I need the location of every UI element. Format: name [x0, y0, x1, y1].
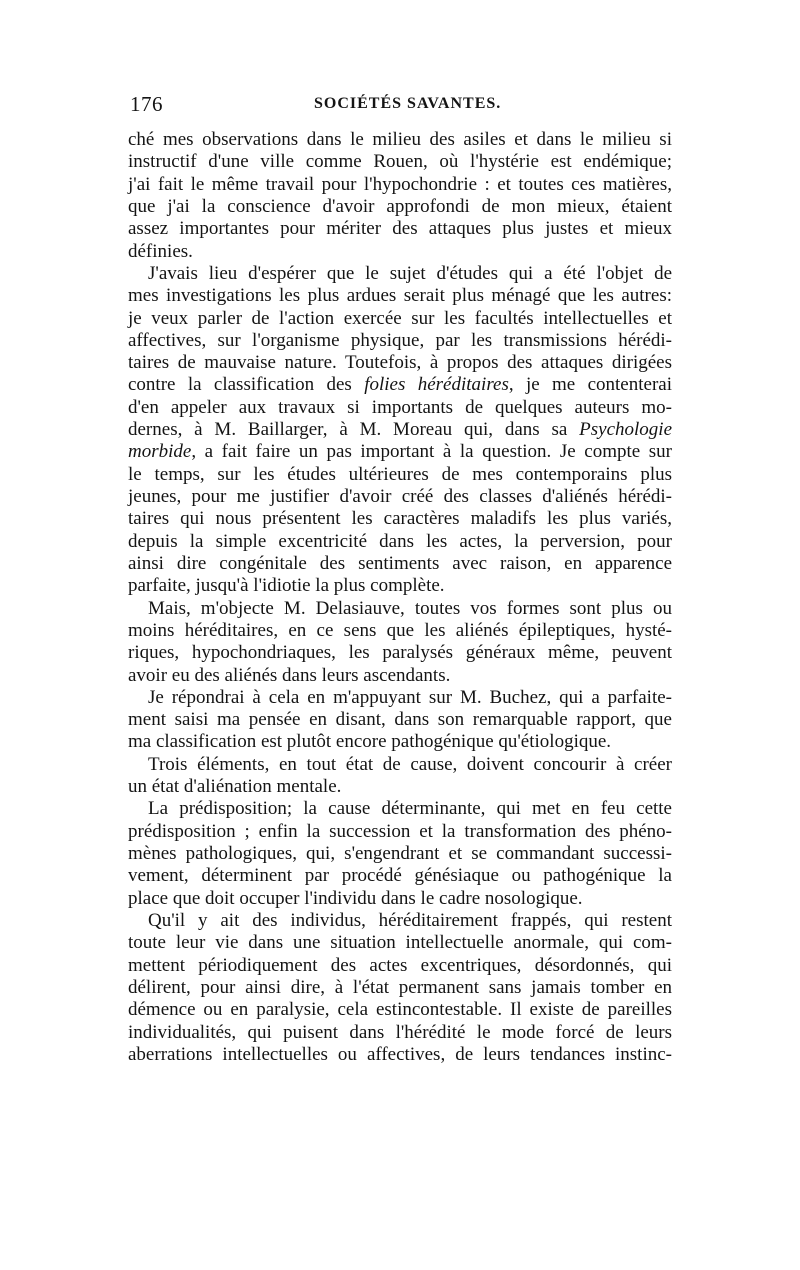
text-line: mes investigations les plus ardues serait plus ménagé que les autres:	[128, 285, 672, 307]
text-line: individualités, qui puisent dans l'hérédité le mode forcé de leurs	[128, 1021, 672, 1043]
italic-term: Psychologie	[579, 419, 672, 441]
text-line: j'ai fait le même travail pour l'hypochondrie : et toutes ces matières,	[128, 173, 672, 195]
text-line: J'avais lieu d'espérer que le sujet d'études qui a été l'objet de	[148, 262, 672, 284]
text-line: moins héréditaires, en ce sens que les aliénés épileptiques, hysté-	[128, 619, 672, 641]
running-title: SOCIÉTÉS SAVANTES.	[314, 95, 502, 112]
text-line	[128, 441, 672, 463]
running-head	[130, 92, 670, 118]
text-segment: , je me contenterai	[508, 374, 672, 396]
text-line: avoir eu des aliénés dans leurs ascendants.	[128, 664, 451, 686]
text-line: Qu'il y ait des individus, héréditairement frappés, qui restent	[148, 909, 672, 931]
text-line: Je répondrai à cela en m'appuyant sur M. Buchez, qui a parfaite-	[148, 686, 672, 708]
text-line: que j'ai la conscience d'avoir approfondi de mon mieux, étaient	[128, 195, 672, 217]
text-line: d'en appeler aux travaux si importants de quelques auteurs mo-	[128, 396, 672, 418]
text-line: Mais, m'objecte M. Delasiauve, toutes vos formes sont plus ou	[148, 597, 672, 619]
text-line: je veux parler de l'action exercée sur les facultés intellectuelles et	[128, 307, 672, 329]
text-line: toute leur vie dans une situation intellectuelle anormale, qui com-	[128, 932, 672, 954]
text-line: ment saisi ma pensée en disant, dans son remarquable rapport, que	[128, 709, 672, 731]
text-line: démence ou en paralysie, cela estincontestable. Il existe de pareilles	[128, 999, 672, 1021]
text-line: définies.	[128, 240, 193, 262]
text-line	[128, 419, 672, 441]
text-line: assez importantes pour mériter des attaques plus justes et mieux	[128, 218, 672, 240]
text-line: ché mes observations dans le milieu des asiles et dans le milieu si	[128, 129, 672, 150]
text-line: place que doit occuper l'individu dans le cadre nosologique.	[128, 887, 583, 909]
text-segment: dernes, à M. Baillarger, à M. Moreau qui, dans sa	[128, 419, 580, 441]
text-line: vement, déterminent par procédé génésiaque ou pathogénique la	[128, 865, 672, 887]
italic-term: folies héréditaires	[364, 374, 509, 396]
text-line: mènes pathologiques, qui, s'engendrant et se commandant successi-	[128, 843, 672, 864]
text-line: le temps, sur les études ultérieures de mes contemporains plus	[128, 463, 672, 485]
text-line: affectives, sur l'organisme physique, par les transmissions hérédi-	[128, 329, 672, 351]
text-line: depuis la simple excentricité dans les actes, la perversion, pour	[128, 530, 672, 552]
text-line: instructif d'une ville comme Rouen, où l'hystérie est endémique;	[128, 151, 672, 173]
text-line: mettent périodiquement des actes excentriques, désordonnés, qui	[128, 954, 672, 976]
text-line: délirent, pour ainsi dire, à l'état permanent sans jamais tomber en	[128, 976, 672, 998]
text-line: taires de mauvaise nature. Toutefois, à propos des attaques dirigées	[128, 352, 672, 374]
text-line: aberrations intellectuelles ou affectives, de leurs tendances instinc-	[128, 1043, 672, 1065]
text-line: ainsi dire congénitale des sentiments avec raison, en apparence	[128, 552, 672, 574]
text-segment: contre la classification des	[128, 374, 365, 396]
text-line: un état d'aliénation mentale.	[128, 776, 342, 798]
text-line: La prédisposition; la cause déterminante, qui met en feu cette	[148, 798, 672, 820]
text-segment: , a fait faire un pas important à la question. Je compte sur	[191, 441, 672, 463]
text-line: Trois éléments, en tout état de cause, doivent concourir à créer	[148, 753, 672, 775]
text-line: prédisposition ; enfin la succession et la transformation des phéno-	[128, 820, 672, 842]
text-line: taires qui nous présentent les caractères maladifs les plus variés,	[128, 508, 672, 530]
text-line: jeunes, pour me justifier d'avoir créé des classes d'aliénés hérédi-	[128, 486, 672, 507]
text-line	[128, 374, 672, 396]
page-number: 176	[130, 92, 163, 116]
text-line: ma classification est plutôt encore pathogénique qu'étiologique.	[128, 731, 612, 753]
italic-term: morbide	[128, 441, 192, 463]
text-line: parfaite, jusqu'à l'idiotie la plus complète.	[128, 575, 445, 597]
body-text	[128, 129, 672, 1066]
text-line: riques, hypochondriaques, les paralysés généraux même, peuvent	[128, 642, 672, 664]
